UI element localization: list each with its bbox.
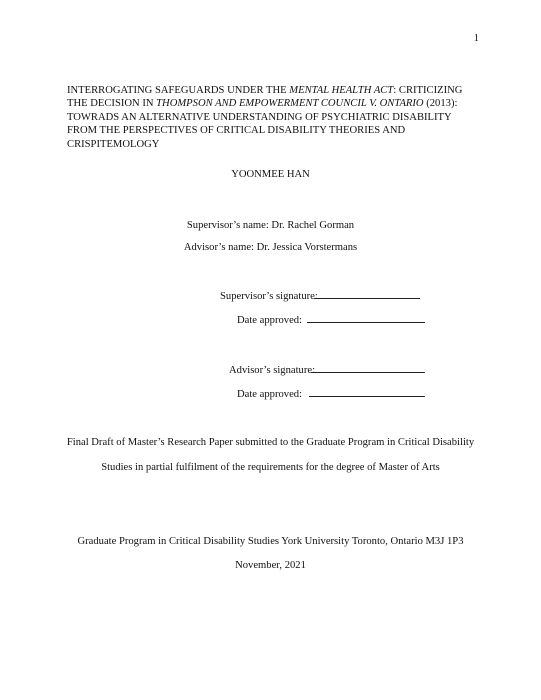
supervisor-signature-label: Supervisor’s signature: bbox=[220, 291, 318, 302]
title-line-1-suffix: : CRITICIZING bbox=[393, 85, 463, 96]
supervisor-date-row bbox=[237, 315, 425, 326]
institution-address: Graduate Program in Critical Disability Studies York University Toronto, Ontario M3J 1P3 bbox=[77, 536, 464, 547]
advisor-date-label: Date approved: bbox=[237, 389, 303, 400]
title-line-3: TOWRADS AN ALTERNATIVE UNDERSTANDING OF PSYCHIATRIC DISABILITY bbox=[67, 111, 452, 123]
title-case-name: THOMPSON AND EMPOWERMENT COUNCIL V. ONTARIO bbox=[156, 98, 424, 110]
title-line-1-text: INTERROGATING SAFEGUARDS UNDER THE bbox=[67, 85, 290, 96]
supervisor-date-label: Date approved: bbox=[237, 315, 303, 326]
advisor-date-line bbox=[309, 396, 425, 397]
author-name: YOONMEE HAN bbox=[231, 169, 310, 180]
advisor-signature-row bbox=[229, 365, 425, 376]
title-line-5: CRISPITEMOLOGY bbox=[67, 138, 160, 150]
title-line-2 bbox=[67, 97, 487, 110]
supervisor-date-line bbox=[307, 322, 425, 323]
advisor-date-row bbox=[237, 389, 425, 400]
title-line-1 bbox=[67, 84, 487, 97]
paper-title bbox=[67, 84, 487, 151]
title-line-4: FROM THE PERSPECTIVES OF CRITICAL DISABILITY THEORIES AND bbox=[67, 125, 406, 137]
title-act-name: MENTAL HEALTH ACT bbox=[289, 85, 394, 96]
supervisor-name: Supervisor’s name: Dr. Rachel Gorman bbox=[186, 220, 355, 231]
advisor-signature-line bbox=[311, 372, 425, 373]
advisor-signature-label: Advisor’s signature: bbox=[229, 365, 316, 376]
submission-statement-line-2: Studies in partial fulfilment of the requirements for the degree of Master of Arts bbox=[101, 462, 440, 473]
title-line-2-suffix: (2013): bbox=[423, 98, 458, 110]
page-number: 1 bbox=[473, 33, 479, 44]
advisor-name: Advisor’s name: Dr. Jessica Vorstermans bbox=[183, 242, 358, 253]
title-line-2-text: THE DECISION IN bbox=[67, 98, 157, 110]
supervisor-signature-line bbox=[314, 298, 420, 299]
submission-date: November, 2021 bbox=[235, 560, 306, 571]
submission-statement-line-1: Final Draft of Master’s Research Paper submitted to the Graduate Program in Critical Disability bbox=[66, 437, 475, 448]
supervisor-signature-row bbox=[220, 291, 420, 302]
